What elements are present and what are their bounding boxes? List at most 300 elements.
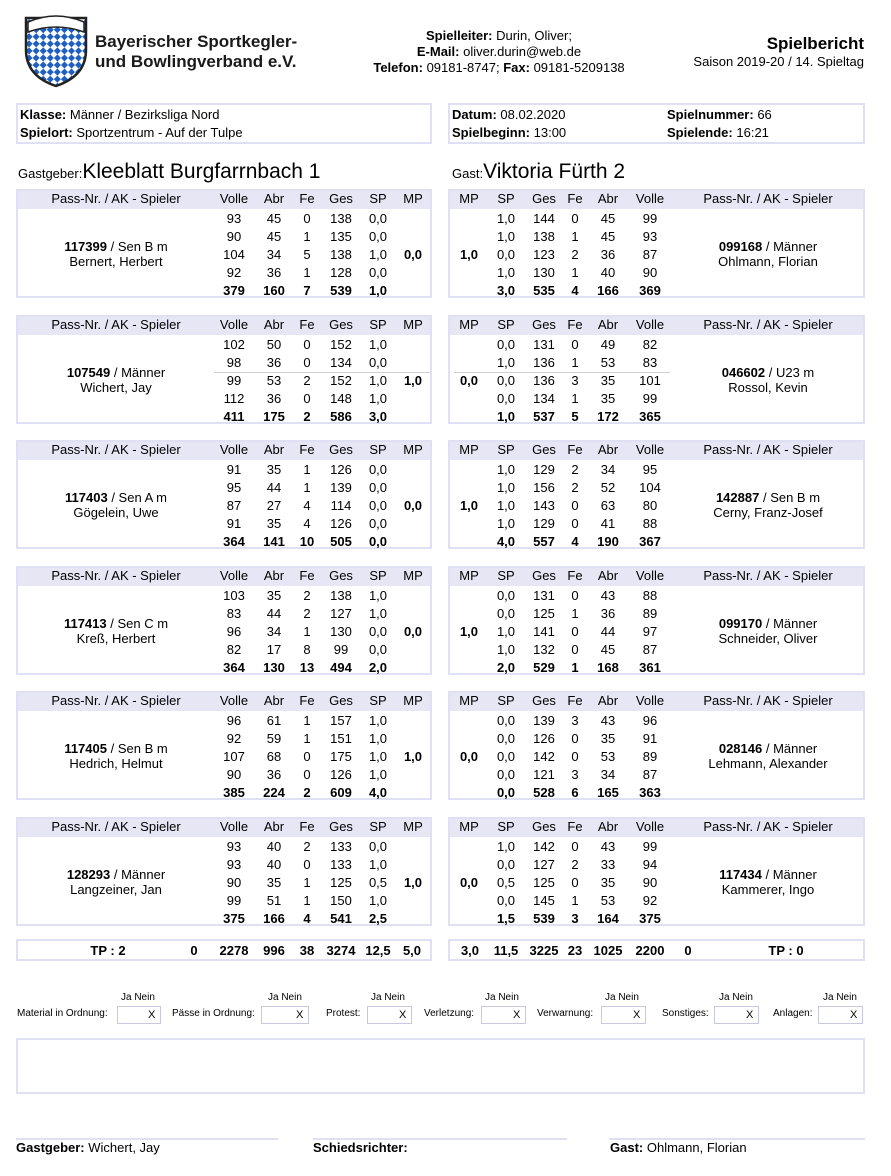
home-score-cell: 91 (226, 462, 242, 477)
home-column-header: Abr (263, 693, 285, 708)
separator: / (759, 490, 771, 505)
away-tp: TP : 0 (768, 943, 804, 958)
home-total-cell: 166 (263, 911, 285, 926)
home-match-block (16, 189, 432, 298)
ja-nein-checkbox[interactable] (818, 1006, 863, 1024)
home-player-pass-line (18, 741, 214, 756)
home-score-cell: 45 (266, 229, 282, 244)
home-total-cell: 411 (223, 409, 245, 424)
ja-nein-checkbox[interactable] (261, 1006, 309, 1024)
away-score-cell: 129 (533, 462, 555, 477)
away-player (672, 490, 864, 520)
home-player-ak: Sen B m (117, 239, 168, 254)
away-score-cell: 131 (533, 588, 555, 603)
home-total-volle: 2278 (219, 943, 249, 958)
away-score-cell: 0,0 (496, 713, 516, 728)
home-column-header: Fe (299, 819, 315, 834)
away-column-header: Ges (532, 819, 556, 834)
nein-mark: X (633, 1009, 641, 1021)
home-column-header: SP (369, 191, 387, 206)
away-score-cell: 139 (533, 713, 555, 728)
home-score-cell: 1 (303, 229, 311, 244)
home-score-cell: 98 (226, 355, 242, 370)
away-score-cell: 45 (600, 211, 616, 226)
home-score-cell: 0,0 (368, 229, 388, 244)
home-score-cell: 1 (303, 731, 311, 746)
away-player (672, 239, 864, 269)
home-score-cell: 1,0 (368, 767, 388, 782)
home-score-cell: 35 (266, 588, 282, 603)
home-score-cell: 1 (303, 624, 311, 639)
home-player (18, 365, 214, 395)
home-column-header: SP (369, 568, 387, 583)
away-player (672, 365, 864, 395)
away-total-cell: 4 (571, 534, 579, 549)
away-total-fe: 23 (567, 943, 583, 958)
away-column-header: Ges (532, 693, 556, 708)
home-score-cell: 0,0 (368, 839, 388, 854)
home-score-cell: 150 (330, 893, 352, 908)
home-score-cell: 95 (226, 480, 242, 495)
away-column-header: MP (459, 693, 479, 708)
away-match-block (448, 817, 865, 926)
spielort-value: Sportzentrum - Auf der Tulpe (76, 125, 243, 140)
away-score-cell: 99 (642, 391, 658, 406)
bavarian-diamond-crest-icon (22, 12, 90, 88)
home-player (18, 616, 214, 646)
home-column-header: SP (369, 693, 387, 708)
away-score-cell: 132 (533, 642, 555, 657)
home-score-cell: 36 (266, 391, 282, 406)
home-score-cell: 126 (330, 767, 352, 782)
away-player-pass-line (672, 239, 864, 254)
home-score-cell: 36 (266, 355, 282, 370)
check-label: Anlagen: (773, 1008, 813, 1019)
ja-nein-checkbox[interactable] (367, 1006, 412, 1024)
home-score-cell: 96 (226, 624, 242, 639)
away-player-pass-nr: 046602 (721, 365, 766, 380)
home-score-cell: 114 (330, 498, 352, 513)
away-column-header: Volle (635, 819, 665, 834)
check-label: Sonstiges: (662, 1008, 709, 1019)
home-column-header: Pass-Nr. / AK - Spieler (51, 568, 181, 583)
home-score-cell: 103 (223, 588, 245, 603)
home-match-block (16, 691, 432, 800)
home-score-cell: 35 (266, 516, 282, 531)
home-total-cell: 379 (223, 283, 245, 298)
away-column-header: Volle (635, 568, 665, 583)
away-score-cell: 123 (533, 247, 555, 262)
home-score-cell: 90 (226, 875, 242, 890)
home-total-fe: 38 (299, 943, 315, 958)
away-score-cell: 36 (600, 247, 616, 262)
home-column-header: Abr (263, 191, 285, 206)
away-total-cell: 361 (639, 660, 661, 675)
home-column-header: Fe (299, 568, 315, 583)
remarks-box[interactable] (16, 1038, 865, 1094)
fax-value: 09181-5209138 (533, 60, 625, 75)
away-score-cell: 3 (571, 767, 579, 782)
home-score-cell: 35 (266, 875, 282, 890)
home-column-header: Volle (219, 442, 249, 457)
away-score-cell: 129 (533, 516, 555, 531)
home-column-header: Ges (329, 693, 353, 708)
away-total-cell: 166 (597, 283, 619, 298)
home-total-cell: 539 (330, 283, 352, 298)
home-match-points: 0,0 (403, 498, 423, 513)
home-score-cell: 4 (303, 498, 311, 513)
home-total-cell: 13 (299, 660, 315, 675)
home-score-cell: 87 (226, 498, 242, 513)
away-score-cell: 136 (533, 355, 555, 370)
away-score-cell: 125 (533, 875, 555, 890)
telefon-label: Telefon: (373, 60, 423, 75)
away-score-cell: 1 (571, 265, 579, 280)
ja-nein-header: Ja Nein (605, 992, 639, 1003)
away-column-header: Fe (567, 442, 583, 457)
away-score-cell: 0,0 (496, 373, 516, 388)
home-score-cell: 127 (330, 606, 352, 621)
home-score-cell: 4 (303, 516, 311, 531)
home-team (18, 160, 320, 184)
home-team-name: Kleeblatt Burgfarrnbach 1 (82, 160, 321, 183)
home-column-header: Fe (299, 317, 315, 332)
home-score-cell: 83 (226, 606, 242, 621)
home-score-cell: 1 (303, 893, 311, 908)
ja-nein-header: Ja Nein (121, 992, 155, 1003)
away-column-header: Fe (567, 317, 583, 332)
separator: / (107, 490, 119, 505)
away-score-cell: 1,0 (496, 642, 516, 657)
away-match-points: 0,0 (459, 875, 479, 890)
home-score-cell: 0,0 (368, 211, 388, 226)
home-match-block (16, 566, 432, 675)
home-score-cell: 1 (303, 875, 311, 890)
organization-name (95, 32, 297, 72)
away-score-cell: 1 (571, 355, 579, 370)
home-match-points: 1,0 (403, 373, 423, 388)
home-match-block (16, 315, 432, 424)
away-total-cell: 539 (533, 911, 555, 926)
away-row-divider (454, 372, 670, 373)
email-value[interactable]: oliver.durin@web.de (463, 44, 582, 59)
home-match-points: 1,0 (403, 875, 423, 890)
away-score-cell: 136 (533, 373, 555, 388)
home-match-points: 1,0 (403, 749, 423, 764)
home-player-ak: Männer (121, 365, 166, 380)
away-player-name: Lehmann, Alexander (708, 756, 828, 771)
away-score-cell: 0,0 (496, 731, 516, 746)
home-column-header: Fe (299, 693, 315, 708)
home-score-cell: 51 (266, 893, 282, 908)
home-score-cell: 17 (266, 642, 282, 657)
spielbeginn-value: 13:00 (533, 125, 567, 140)
home-column-header: Pass-Nr. / AK - Spieler (51, 317, 181, 332)
league-contact (358, 28, 640, 76)
away-score-cell: 45 (600, 229, 616, 244)
away-score-cell: 138 (533, 229, 555, 244)
home-score-cell: 93 (226, 211, 242, 226)
home-score-cell: 99 (226, 893, 242, 908)
org-name-line-1: Bayerischer Sportkegler- (95, 32, 298, 51)
away-score-cell: 53 (600, 749, 616, 764)
away-score-cell: 2 (571, 480, 579, 495)
away-column-header: Pass-Nr. / AK - Spieler (703, 317, 833, 332)
separator: / (106, 741, 118, 756)
home-score-cell: 0,0 (368, 516, 388, 531)
home-player (18, 490, 214, 520)
home-score-cell: 1,0 (368, 337, 388, 352)
home-score-cell: 1 (303, 480, 311, 495)
away-score-cell: 82 (642, 337, 658, 352)
away-total-cell: 365 (639, 409, 661, 424)
separator: / (765, 365, 776, 380)
away-score-cell: 0 (571, 498, 579, 513)
away-column-header: Pass-Nr. / AK - Spieler (703, 568, 833, 583)
home-total-cell: 2,0 (368, 660, 388, 675)
check-label: Verwarnung: (537, 1008, 594, 1019)
home-total-cell: 4,0 (368, 785, 388, 800)
home-team-prefix: Gastgeber: (18, 166, 83, 181)
home-score-cell: 90 (226, 229, 242, 244)
away-total-cell: 165 (597, 785, 619, 800)
away-score-cell: 3 (571, 373, 579, 388)
away-score-cell: 156 (533, 480, 555, 495)
away-score-cell: 0,0 (496, 247, 516, 262)
separator: / (106, 239, 118, 254)
klasse-value: Männer / Bezirksliga Nord (69, 107, 220, 122)
datum-label: Datum: (452, 107, 497, 122)
away-total-cell: 4,0 (496, 534, 516, 549)
away-score-cell: 0 (571, 642, 579, 657)
away-match-block (448, 440, 865, 549)
check-label: Material in Ordnung: (17, 1008, 108, 1019)
gastgeber-sig-value: Wichert, Jay (88, 1140, 160, 1155)
ja-nein-checkbox[interactable] (117, 1006, 161, 1024)
away-total-abr: 1025 (593, 943, 623, 958)
home-total-cell: 609 (330, 785, 352, 800)
away-score-cell: 36 (600, 606, 616, 621)
away-score-cell: 144 (533, 211, 555, 226)
separator: / (762, 239, 774, 254)
away-column-header: SP (497, 819, 515, 834)
away-score-cell: 1,0 (496, 839, 516, 854)
home-score-cell: 0 (303, 857, 311, 872)
home-player-name: Bernert, Herbert (69, 254, 163, 269)
away-total-ges: 3225 (529, 943, 559, 958)
home-score-cell: 151 (330, 731, 352, 746)
away-score-cell: 0 (571, 875, 579, 890)
away-score-cell: 41 (600, 516, 616, 531)
away-score-cell: 89 (642, 606, 658, 621)
home-player-pass-nr: 128293 (66, 867, 111, 882)
home-score-cell: 0 (303, 355, 311, 370)
away-team-name: Viktoria Fürth 2 (483, 160, 626, 183)
home-player-pass-line (18, 616, 214, 631)
away-column-header: MP (459, 568, 479, 583)
home-total-cell: 10 (299, 534, 315, 549)
away-total-cell: 190 (597, 534, 619, 549)
away-score-cell: 1 (571, 893, 579, 908)
home-player-ak: Sen A m (118, 490, 167, 505)
away-score-cell: 1,0 (496, 462, 516, 477)
away-player-name: Ohlmann, Florian (718, 254, 818, 269)
away-player-ak: Männer (772, 867, 817, 882)
away-column-header: SP (497, 317, 515, 332)
away-score-cell: 121 (533, 767, 555, 782)
away-score-cell: 35 (600, 875, 616, 890)
away-score-cell: 96 (642, 713, 658, 728)
home-column-header: SP (369, 819, 387, 834)
home-column-header: Abr (263, 568, 285, 583)
gast-sig-value: Ohlmann, Florian (646, 1140, 747, 1155)
home-score-cell: 92 (226, 265, 242, 280)
home-score-cell: 126 (330, 462, 352, 477)
report-header (0, 0, 891, 100)
ja-nein-header: Ja Nein (371, 992, 405, 1003)
away-column-header: Fe (567, 568, 583, 583)
home-player-pass-line (18, 867, 214, 882)
spielleiter-label: Spielleiter: (426, 28, 493, 43)
away-column-header: Volle (635, 191, 665, 206)
home-score-cell: 90 (226, 767, 242, 782)
away-player-ak: U23 m (775, 365, 815, 380)
away-score-cell: 40 (600, 265, 616, 280)
away-column-header: SP (497, 442, 515, 457)
ja-nein-checkbox[interactable] (481, 1006, 526, 1024)
home-score-cell: 0 (303, 337, 311, 352)
home-score-cell: 1,0 (368, 373, 388, 388)
home-score-cell: 125 (330, 875, 352, 890)
home-score-cell: 5 (303, 247, 311, 262)
home-score-cell: 93 (226, 857, 242, 872)
home-score-cell: 126 (330, 516, 352, 531)
away-player-pass-nr: 028146 (718, 741, 763, 756)
home-score-cell: 99 (226, 373, 242, 388)
gastgeber-sig-label: Gastgeber: (16, 1140, 85, 1155)
away-score-cell: 43 (600, 839, 616, 854)
home-score-cell: 134 (330, 355, 352, 370)
home-score-cell: 1,0 (368, 391, 388, 406)
away-column-header: Abr (597, 442, 619, 457)
away-column-header: Abr (597, 693, 619, 708)
home-column-header: Volle (219, 819, 249, 834)
home-match-block (16, 440, 432, 549)
away-match-points: 1,0 (459, 624, 479, 639)
home-column-header: Pass-Nr. / AK - Spieler (51, 442, 181, 457)
home-score-cell: 96 (226, 713, 242, 728)
check-label: Pässe in Ordnung: (172, 1008, 255, 1019)
home-player (18, 741, 214, 771)
away-score-cell: 126 (533, 731, 555, 746)
home-score-cell: 1 (303, 713, 311, 728)
ja-nein-header: Ja Nein (485, 992, 519, 1003)
away-column-header: Pass-Nr. / AK - Spieler (703, 191, 833, 206)
away-score-cell: 0,5 (496, 875, 516, 890)
home-column-header: Abr (263, 442, 285, 457)
away-score-cell: 0 (571, 749, 579, 764)
away-match-block (448, 566, 865, 675)
home-score-cell: 50 (266, 337, 282, 352)
datum-line (452, 107, 565, 123)
away-score-cell: 0,0 (496, 767, 516, 782)
home-total-cell: 494 (330, 660, 352, 675)
spielleiter-value: Durin, Oliver; (496, 28, 572, 43)
home-score-cell: 1,0 (368, 588, 388, 603)
away-column-header: Volle (635, 317, 665, 332)
away-column-header: Fe (567, 819, 583, 834)
home-score-cell: 0,0 (368, 642, 388, 657)
home-column-header: MP (403, 191, 423, 206)
spielnummer-value: 66 (757, 107, 772, 122)
away-score-cell: 43 (600, 588, 616, 603)
away-player-pass-line (672, 365, 864, 380)
home-score-cell: 93 (226, 839, 242, 854)
away-player-ak: Sen B m (770, 490, 821, 505)
home-score-cell: 139 (330, 480, 352, 495)
home-score-cell: 138 (330, 247, 352, 262)
home-total-cell: 385 (223, 785, 245, 800)
gast-signature (610, 1140, 747, 1156)
away-team-prefix: Gast: (452, 166, 484, 181)
away-score-cell: 35 (600, 731, 616, 746)
away-player (672, 616, 864, 646)
home-score-cell: 2 (303, 588, 311, 603)
away-score-cell: 0 (571, 731, 579, 746)
home-total-cell: 4 (303, 911, 311, 926)
home-score-cell: 112 (223, 391, 245, 406)
home-player (18, 239, 214, 269)
away-score-cell: 34 (600, 767, 616, 782)
home-total-extra: 0 (190, 943, 198, 958)
away-total-cell: 3,0 (496, 283, 516, 298)
home-column-header: Pass-Nr. / AK - Spieler (51, 819, 181, 834)
away-score-cell: 104 (639, 480, 661, 495)
away-score-cell: 87 (642, 247, 658, 262)
away-column-header: Abr (597, 191, 619, 206)
away-score-cell: 1,0 (496, 480, 516, 495)
away-score-cell: 127 (533, 857, 555, 872)
away-score-cell: 91 (642, 731, 658, 746)
away-score-cell: 0,0 (496, 857, 516, 872)
home-score-cell: 138 (330, 588, 352, 603)
away-total-cell: 363 (639, 785, 661, 800)
away-column-header: Fe (567, 693, 583, 708)
away-total-cell: 535 (533, 283, 555, 298)
home-score-cell: 0,0 (368, 624, 388, 639)
home-player-pass-line (18, 490, 214, 505)
away-player-pass-line (672, 616, 864, 631)
home-score-cell: 107 (223, 749, 245, 764)
home-total-sp: 12,5 (365, 943, 391, 958)
away-score-cell: 53 (600, 355, 616, 370)
home-player-pass-nr: 117413 (63, 616, 107, 631)
ja-nein-checkbox[interactable] (714, 1006, 759, 1024)
away-score-cell: 0,0 (496, 588, 516, 603)
away-score-cell: 53 (600, 893, 616, 908)
separator: / (110, 867, 122, 882)
away-column-header: MP (459, 819, 479, 834)
home-player-name: Hedrich, Helmut (69, 756, 163, 771)
away-total-cell: 529 (533, 660, 555, 675)
home-total-cell: 7 (303, 283, 311, 298)
home-score-cell: 45 (266, 211, 282, 226)
gast-sig-label: Gast: (610, 1140, 644, 1155)
away-score-cell: 33 (600, 857, 616, 872)
spielbeginn-line (452, 125, 566, 141)
ja-nein-header: Ja Nein (823, 992, 857, 1003)
ja-nein-checkbox[interactable] (601, 1006, 646, 1024)
